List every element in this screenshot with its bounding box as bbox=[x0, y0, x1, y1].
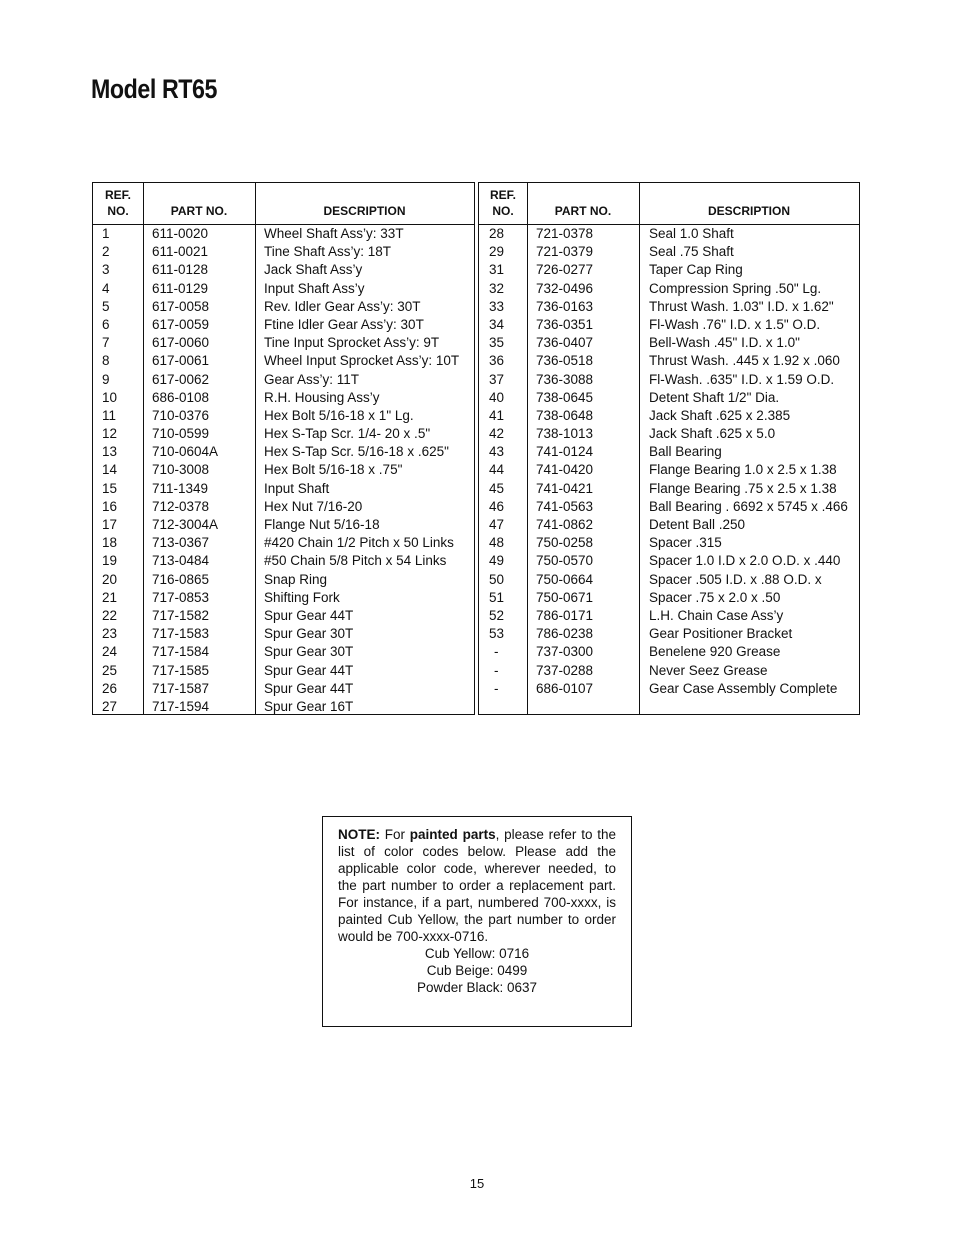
description-cell: Detent Shaft 1/2" Dia. bbox=[649, 389, 780, 405]
table-row bbox=[93, 662, 474, 680]
part-no-cell: 738-1013 bbox=[536, 426, 594, 442]
ref-no-cell: 51 bbox=[489, 589, 505, 605]
part-no-cell: 736-0163 bbox=[536, 298, 594, 314]
description-cell: Jack Shaft .625 x 2.385 bbox=[649, 407, 791, 423]
part-no-cell: 713-0484 bbox=[152, 553, 210, 569]
table-row bbox=[93, 552, 474, 570]
table-row bbox=[93, 371, 474, 389]
description-cell: Seal .75 Shaft bbox=[649, 244, 734, 260]
description-cell: Ftine Idler Gear Ass’y: 30T bbox=[264, 316, 424, 332]
note-text-before: For bbox=[380, 827, 410, 842]
description-cell: Hex S-Tap Scr. 5/16-18 x .625" bbox=[264, 444, 449, 460]
part-no-cell: 617-0059 bbox=[152, 316, 210, 332]
part-no-cell: 736-3088 bbox=[536, 371, 594, 387]
part-no-cell: 611-0020 bbox=[152, 226, 209, 241]
part-no-cell: 736-0518 bbox=[536, 353, 594, 369]
ref-no-cell: 8 bbox=[102, 353, 110, 369]
part-no-cell: 721-0379 bbox=[536, 244, 594, 260]
table-row bbox=[93, 280, 474, 298]
table-row bbox=[93, 425, 474, 443]
table-row bbox=[93, 698, 474, 716]
ref-no-cell: 3 bbox=[102, 262, 110, 278]
table-row bbox=[93, 243, 474, 261]
part-no-cell: 710-0604A bbox=[152, 444, 219, 460]
description-cell: #50 Chain 5/8 Pitch x 54 Links bbox=[264, 553, 447, 569]
description-cell: Flange Nut 5/16-18 bbox=[264, 517, 380, 532]
table-row bbox=[93, 607, 474, 625]
ref-no-cell: 45 bbox=[489, 480, 505, 496]
table-row bbox=[479, 461, 859, 479]
description-cell: R.H. Housing Ass’y bbox=[264, 389, 380, 405]
part-no-cell: 741-0563 bbox=[536, 498, 594, 514]
table-row bbox=[93, 407, 474, 425]
table-row bbox=[479, 443, 859, 461]
description-cell: Spur Gear 30T bbox=[264, 626, 354, 642]
description-cell: Hex S-Tap Scr. 1/4- 20 x .5" bbox=[264, 426, 431, 442]
ref-no-cell: 37 bbox=[489, 371, 505, 387]
part-no-cell: 741-0421 bbox=[536, 480, 594, 496]
table-row bbox=[479, 261, 859, 279]
part-no-cell: 686-0107 bbox=[536, 680, 594, 696]
table-body-right bbox=[479, 225, 859, 698]
note-bold-phrase: painted parts bbox=[409, 827, 496, 842]
description-cell: Spacer 1.0 I.D x 2.0 O.D. x .440 bbox=[649, 553, 841, 569]
ref-no-cell: 47 bbox=[489, 517, 505, 532]
ref-no-cell: 11 bbox=[102, 407, 117, 423]
table-row bbox=[479, 280, 859, 298]
table-row bbox=[93, 625, 474, 643]
part-no-cell: 741-0420 bbox=[536, 462, 594, 478]
ref-no-cell: 28 bbox=[489, 226, 505, 241]
description-cell: Spacer .75 x 2.0 x .50 bbox=[649, 589, 781, 605]
table-row bbox=[479, 516, 859, 534]
table-row bbox=[93, 334, 474, 352]
part-no-cell: 736-0407 bbox=[536, 335, 594, 351]
description-cell: Compression Spring .50" Lg. bbox=[649, 280, 822, 296]
ref-no-cell: 36 bbox=[489, 353, 505, 369]
table-row bbox=[479, 680, 859, 698]
table-row bbox=[93, 498, 474, 516]
part-no-cell: 686-0108 bbox=[152, 389, 210, 405]
header-description-label: DESCRIPTION bbox=[323, 204, 406, 218]
table-row bbox=[479, 607, 859, 625]
header-ref-line2: NO. bbox=[492, 204, 514, 218]
description-cell: Flange Bearing 1.0 x 2.5 x 1.38 bbox=[649, 462, 837, 478]
description-cell: Spur Gear 30T bbox=[264, 644, 354, 660]
ref-no-cell: 18 bbox=[102, 535, 118, 551]
part-no-cell: 750-0570 bbox=[536, 553, 594, 569]
table-row bbox=[93, 298, 474, 316]
table-body-left bbox=[93, 225, 474, 716]
table-row bbox=[479, 534, 859, 552]
description-cell: Spur Gear 44T bbox=[264, 680, 354, 696]
header-description bbox=[639, 183, 859, 224]
ref-no-cell: 24 bbox=[102, 644, 118, 660]
part-no-cell: 750-0664 bbox=[536, 571, 594, 587]
ref-no-cell: 53 bbox=[489, 626, 505, 642]
ref-no-cell: 17 bbox=[102, 517, 118, 532]
note-text-after: , please refer to the list of color codes below. Please add the applicable color code, wherever needed, to the part number to order a replacement part. For instance, if a part, numbered 700-xxxx, is painted Cub Yellow, the part number to order would be 700-xxxx-0716. bbox=[338, 827, 616, 944]
table-row bbox=[479, 589, 859, 607]
table-row bbox=[479, 480, 859, 498]
ref-no-cell: 21 bbox=[102, 589, 118, 605]
description-cell: Benelene 920 Grease bbox=[649, 644, 781, 660]
ref-no-cell: 48 bbox=[489, 535, 505, 551]
ref-no-cell: 42 bbox=[489, 426, 505, 442]
color-code-cub-beige: Cub Beige: 0499 bbox=[426, 963, 528, 978]
description-cell: Thrust Wash. .445 x 1.92 x .060 bbox=[649, 353, 840, 369]
description-cell: Seal 1.0 Shaft bbox=[649, 226, 734, 241]
table-row bbox=[479, 389, 859, 407]
table-row bbox=[479, 662, 859, 680]
ref-no-cell: 29 bbox=[489, 244, 505, 260]
part-no-cell: 737-0300 bbox=[536, 644, 594, 660]
ref-no-cell: 14 bbox=[102, 462, 118, 478]
header-ref-no bbox=[93, 183, 143, 224]
part-no-cell: 710-3008 bbox=[152, 462, 210, 478]
table-row bbox=[93, 680, 474, 698]
header-part-no-label: PART NO. bbox=[554, 204, 612, 218]
description-cell: Thrust Wash. 1.03" I.D. x 1.62" bbox=[649, 298, 834, 314]
part-no-cell: 732-0496 bbox=[536, 280, 594, 296]
part-no-cell: 717-1587 bbox=[152, 680, 210, 696]
ref-no-cell: 43 bbox=[489, 444, 505, 460]
part-no-cell: 617-0062 bbox=[152, 371, 210, 387]
header-part-no-label: PART NO. bbox=[170, 204, 228, 218]
description-cell: Flange Bearing .75 x 2.5 x 1.38 bbox=[649, 480, 837, 496]
page-title: Model RT65 bbox=[91, 74, 218, 104]
ref-no-cell: 7 bbox=[102, 335, 110, 351]
part-no-cell: 617-0058 bbox=[152, 298, 210, 314]
ref-no-cell: 52 bbox=[489, 607, 505, 623]
ref-no-cell: 32 bbox=[489, 280, 505, 296]
description-cell: Fl-Wash .76" I.D. x 1.5" O.D. bbox=[649, 316, 821, 332]
part-no-cell: 750-0258 bbox=[536, 535, 594, 551]
ref-no-cell: 46 bbox=[489, 498, 505, 514]
description-cell: Bell-Wash .45" I.D. x 1.0" bbox=[649, 335, 800, 351]
part-no-cell: 617-0060 bbox=[152, 335, 210, 351]
part-no-cell: 611-0129 bbox=[152, 280, 209, 296]
table-row bbox=[93, 316, 474, 334]
description-cell: Jack Shaft Ass’y bbox=[264, 262, 363, 278]
table-row bbox=[93, 261, 474, 279]
note-label: NOTE: bbox=[338, 827, 380, 842]
part-no-cell: 786-0171 bbox=[536, 607, 594, 623]
ref-no-cell: 26 bbox=[102, 680, 118, 696]
part-no-cell: 721-0378 bbox=[536, 226, 594, 241]
description-cell: Detent Ball .250 bbox=[649, 517, 746, 532]
ref-no-cell: - bbox=[494, 644, 499, 660]
description-cell: Jack Shaft .625 x 5.0 bbox=[649, 426, 776, 442]
description-cell: Shifting Fork bbox=[264, 589, 340, 605]
description-cell: Fl-Wash. .635" I.D. x 1.59 O.D. bbox=[649, 371, 835, 387]
table-row bbox=[479, 243, 859, 261]
ref-no-cell: 49 bbox=[489, 553, 505, 569]
part-no-cell: 617-0061 bbox=[152, 353, 210, 369]
part-no-cell: 611-0021 bbox=[152, 244, 209, 260]
ref-no-cell: 22 bbox=[102, 607, 118, 623]
header-description-label: DESCRIPTION bbox=[707, 204, 790, 218]
ref-no-cell: 19 bbox=[102, 553, 118, 569]
table-row bbox=[479, 625, 859, 643]
part-no-cell: 712-3004A bbox=[152, 517, 219, 532]
description-cell: Input Shaft Ass’y bbox=[264, 280, 365, 296]
table-row bbox=[479, 407, 859, 425]
table-row bbox=[93, 443, 474, 461]
part-no-cell: 738-0645 bbox=[536, 389, 594, 405]
ref-no-cell: 13 bbox=[102, 444, 118, 460]
table-row bbox=[93, 589, 474, 607]
page-number: 15 bbox=[469, 1176, 485, 1191]
ref-no-cell: - bbox=[494, 662, 499, 678]
description-cell: Rev. Idler Gear Ass’y: 30T bbox=[264, 298, 421, 314]
ref-no-cell: 33 bbox=[489, 298, 505, 314]
ref-no-cell: 25 bbox=[102, 662, 118, 678]
part-no-cell: 711-1349 bbox=[152, 480, 209, 496]
description-cell: Wheel Shaft Ass’y: 33T bbox=[264, 226, 404, 241]
table-row bbox=[93, 516, 474, 534]
header-part-no bbox=[143, 183, 255, 224]
description-cell: Spur Gear 16T bbox=[264, 698, 354, 714]
ref-no-cell: 12 bbox=[102, 426, 118, 442]
header-part-no bbox=[527, 183, 639, 224]
description-cell: Spur Gear 44T bbox=[264, 607, 354, 623]
header-ref-line1: REF. bbox=[489, 188, 516, 202]
table-row bbox=[93, 461, 474, 479]
table-row bbox=[479, 552, 859, 570]
description-cell: Hex Nut 7/16-20 bbox=[264, 498, 363, 514]
description-cell: Ball Bearing . 6692 x 5745 x .466 bbox=[649, 498, 848, 514]
description-cell: Gear Positioner Bracket bbox=[649, 626, 793, 642]
part-no-cell: 741-0862 bbox=[536, 517, 594, 532]
description-cell: Ball Bearing bbox=[649, 444, 722, 460]
table-row bbox=[93, 389, 474, 407]
part-no-cell: 710-0376 bbox=[152, 407, 210, 423]
ref-no-cell: 4 bbox=[102, 280, 110, 296]
color-code-cub-yellow: Cub Yellow: 0716 bbox=[424, 946, 530, 961]
part-no-cell: 611-0128 bbox=[152, 262, 209, 278]
part-no-cell: 717-1584 bbox=[152, 644, 210, 660]
table-row bbox=[479, 334, 859, 352]
part-no-cell: 717-1594 bbox=[152, 698, 210, 714]
description-cell: Gear Ass’y: 11T bbox=[264, 371, 360, 387]
table-row bbox=[93, 534, 474, 552]
description-cell: Hex Bolt 5/16-18 x 1" Lg. bbox=[264, 407, 414, 423]
table-row bbox=[479, 225, 859, 243]
part-no-cell: 750-0671 bbox=[536, 589, 594, 605]
table-row bbox=[479, 643, 859, 661]
table-row bbox=[479, 498, 859, 516]
part-no-cell: 738-0648 bbox=[536, 407, 594, 423]
part-no-cell: 741-0124 bbox=[536, 444, 594, 460]
header-description bbox=[255, 183, 474, 224]
ref-no-cell: 41 bbox=[489, 407, 505, 423]
ref-no-cell: 23 bbox=[102, 626, 118, 642]
ref-no-cell: 27 bbox=[102, 698, 118, 714]
parts-table-left bbox=[92, 182, 475, 715]
ref-no-cell: 2 bbox=[102, 244, 110, 260]
part-no-cell: 716-0865 bbox=[152, 571, 210, 587]
parts-table-right bbox=[478, 182, 860, 715]
part-no-cell: 717-0853 bbox=[152, 589, 210, 605]
table-row bbox=[479, 425, 859, 443]
table-row bbox=[479, 571, 859, 589]
table-row bbox=[479, 371, 859, 389]
ref-no-cell: 34 bbox=[489, 316, 505, 332]
part-no-cell: 717-1583 bbox=[152, 626, 210, 642]
description-cell: Taper Cap Ring bbox=[649, 262, 743, 278]
description-cell: Input Shaft bbox=[264, 480, 330, 496]
table-row bbox=[93, 225, 474, 243]
table-row bbox=[479, 316, 859, 334]
header-ref-line1: REF. bbox=[104, 188, 131, 202]
ref-no-cell: 40 bbox=[489, 389, 505, 405]
part-no-cell: 712-0378 bbox=[152, 498, 210, 514]
part-no-cell: 786-0238 bbox=[536, 626, 594, 642]
part-no-cell: 717-1582 bbox=[152, 607, 210, 623]
ref-no-cell: 6 bbox=[102, 316, 110, 332]
description-cell: Tine Input Sprocket Ass’y: 9T bbox=[264, 335, 440, 351]
description-cell: Snap Ring bbox=[264, 571, 328, 587]
description-cell: Gear Case Assembly Complete bbox=[649, 680, 838, 696]
table-row bbox=[93, 352, 474, 370]
part-no-cell: 710-0599 bbox=[152, 426, 210, 442]
description-cell: Hex Bolt 5/16-18 x .75" bbox=[264, 462, 403, 478]
color-code-powder-black: Powder Black: 0637 bbox=[416, 980, 538, 995]
ref-no-cell: - bbox=[494, 680, 499, 696]
table-row bbox=[479, 352, 859, 370]
header-ref-line2: NO. bbox=[107, 204, 129, 218]
ref-no-cell: 9 bbox=[102, 371, 110, 387]
ref-no-cell: 16 bbox=[102, 498, 118, 514]
table-row bbox=[93, 571, 474, 589]
header-ref-no bbox=[479, 183, 527, 224]
part-no-cell: 713-0367 bbox=[152, 535, 210, 551]
painted-parts-note bbox=[322, 816, 632, 1027]
description-cell: #420 Chain 1/2 Pitch x 50 Links bbox=[264, 535, 454, 551]
description-cell: Tine Shaft Ass’y: 18T bbox=[264, 244, 392, 260]
ref-no-cell: 31 bbox=[489, 262, 505, 278]
note-text bbox=[338, 826, 616, 945]
table-row bbox=[93, 643, 474, 661]
description-cell: Spur Gear 44T bbox=[264, 662, 354, 678]
ref-no-cell: 15 bbox=[102, 480, 118, 496]
part-no-cell: 737-0288 bbox=[536, 662, 594, 678]
ref-no-cell: 35 bbox=[489, 335, 505, 351]
ref-no-cell: 44 bbox=[489, 462, 505, 478]
ref-no-cell: 50 bbox=[489, 571, 505, 587]
ref-no-cell: 20 bbox=[102, 571, 118, 587]
description-cell: Spacer .315 bbox=[649, 535, 722, 551]
part-no-cell: 726-0277 bbox=[536, 262, 594, 278]
ref-no-cell: 10 bbox=[102, 389, 118, 405]
ref-no-cell: 5 bbox=[102, 298, 110, 314]
table-row bbox=[479, 298, 859, 316]
part-no-cell: 736-0351 bbox=[536, 316, 594, 332]
ref-no-cell: 1 bbox=[102, 226, 110, 241]
description-cell: L.H. Chain Case Ass’y bbox=[649, 607, 784, 623]
table-row bbox=[93, 480, 474, 498]
description-cell: Spacer .505 I.D. x .88 O.D. x bbox=[649, 571, 822, 587]
description-cell: Never Seez Grease bbox=[649, 662, 768, 678]
description-cell: Wheel Input Sprocket Ass’y: 10T bbox=[264, 353, 460, 369]
part-no-cell: 717-1585 bbox=[152, 662, 210, 678]
